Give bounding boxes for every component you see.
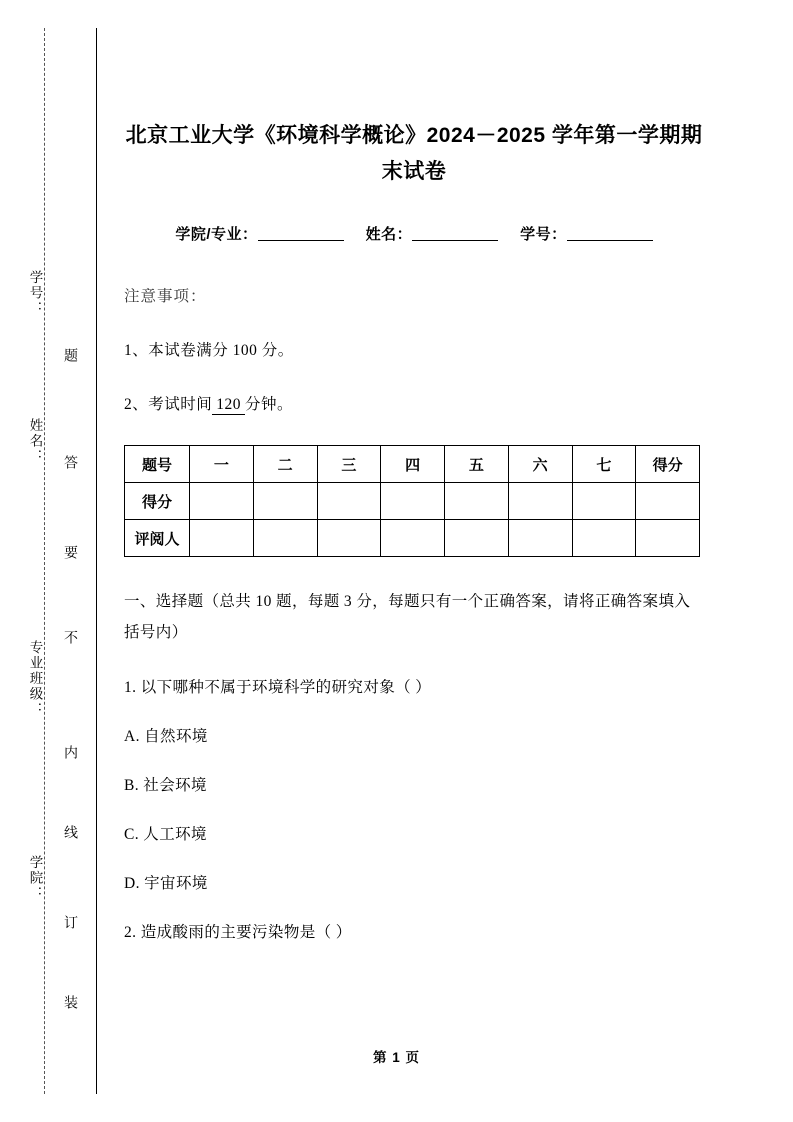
score-table-row-label-1: 得分 <box>125 483 190 520</box>
score-table-row-label-2: 评阅人 <box>125 520 190 557</box>
student-id-label: 学号： <box>520 226 567 244</box>
score-table-col-6: 七 <box>572 446 636 483</box>
score-cell-7[interactable] <box>636 483 700 520</box>
margin-inner-label-1: 题 <box>62 348 77 372</box>
student-info-line <box>124 223 704 244</box>
college-major-blank[interactable] <box>258 225 344 241</box>
reviewer-cell-4[interactable] <box>445 520 509 557</box>
note-2-text-before: 考试时间 <box>148 396 213 414</box>
score-table-col-0: 一 <box>190 446 254 483</box>
margin-label-name: 姓名： <box>27 418 43 465</box>
margin-dashed-rule <box>44 28 45 1094</box>
margin-vertical-rule <box>96 28 97 1094</box>
table-row-reviewer <box>125 520 700 557</box>
score-table-col-2: 三 <box>317 446 381 483</box>
note-1-prefix: 1、 <box>124 342 149 360</box>
notes-heading: 注意事项： <box>124 288 207 306</box>
question-1-option-d: D. 宇宙环境 <box>124 874 208 892</box>
margin-inner-label-2: 答 <box>62 455 77 479</box>
question-2-text: 造成酸雨的主要污染物是（ ） <box>140 923 352 941</box>
question-1-option-a: A. 自然环境 <box>124 727 208 745</box>
reviewer-cell-3[interactable] <box>381 520 445 557</box>
question-1 <box>124 675 704 697</box>
margin-inner-label-3: 要 <box>62 545 77 569</box>
margin-label-class: 专业班级： <box>27 640 43 718</box>
note-item-1 <box>124 338 704 360</box>
name-blank[interactable] <box>412 225 498 241</box>
table-row-score <box>125 483 700 520</box>
margin-inner-label-7: 订 <box>62 915 77 939</box>
reviewer-cell-0[interactable] <box>190 520 254 557</box>
score-table-col-3: 四 <box>381 446 445 483</box>
college-major-label: 学院/专业： <box>175 226 258 244</box>
score-cell-6[interactable] <box>572 483 636 520</box>
score-cell-1[interactable] <box>253 483 317 520</box>
page-footer: 第 1 页 <box>372 1050 420 1065</box>
reviewer-cell-5[interactable] <box>508 520 572 557</box>
score-table-col-7: 得分 <box>636 446 700 483</box>
reviewer-cell-2[interactable] <box>317 520 381 557</box>
note-2-duration-value: 120 <box>212 396 245 415</box>
score-table-col-4: 五 <box>445 446 509 483</box>
note-2-text-after: 分钟。 <box>245 396 294 414</box>
question-2 <box>124 920 704 942</box>
score-table <box>124 445 700 557</box>
score-cell-5[interactable] <box>508 483 572 520</box>
name-label: 姓名： <box>365 226 413 244</box>
section-heading-choice: 一、选择题（总共 10 题，每题 3 分，每题只有一个正确答案，请将正确答案填入括号内） <box>124 593 691 641</box>
margin-inner-label-4: 不 <box>62 630 77 654</box>
score-table-col-1: 二 <box>253 446 317 483</box>
question-2-number: 2. <box>124 923 137 941</box>
document-body <box>124 0 704 942</box>
margin-label-college: 学院： <box>27 855 43 902</box>
reviewer-cell-7[interactable] <box>636 520 700 557</box>
reviewer-cell-1[interactable] <box>253 520 317 557</box>
score-cell-0[interactable] <box>190 483 254 520</box>
question-1-text: 以下哪种不属于环境科学的研究对象（ ） <box>140 678 432 696</box>
score-cell-2[interactable] <box>317 483 381 520</box>
score-table-row-label-0: 题号 <box>125 446 190 483</box>
note-2-prefix: 2、 <box>124 396 149 414</box>
reviewer-cell-6[interactable] <box>572 520 636 557</box>
question-1-number: 1. <box>124 678 137 696</box>
score-cell-3[interactable] <box>381 483 445 520</box>
question-1-option-c: C. 人工环境 <box>124 825 207 843</box>
note-item-2 <box>124 392 704 415</box>
note-1-text: 本试卷满分 100 分。 <box>148 342 294 360</box>
score-cell-4[interactable] <box>445 483 509 520</box>
table-row-header <box>125 446 700 483</box>
margin-inner-label-8: 装 <box>62 995 77 1019</box>
score-table-col-5: 六 <box>508 446 572 483</box>
student-id-blank[interactable] <box>567 225 653 241</box>
question-1-option-b: B. 社会环境 <box>124 776 207 794</box>
margin-label-student-id: 学号： <box>27 270 43 317</box>
page-title: 北京工业大学《环境科学概论》2024－2025 学年第一学期期末试卷 <box>125 124 703 183</box>
margin-inner-label-6: 线 <box>62 825 77 849</box>
margin-inner-label-5: 内 <box>62 745 77 769</box>
